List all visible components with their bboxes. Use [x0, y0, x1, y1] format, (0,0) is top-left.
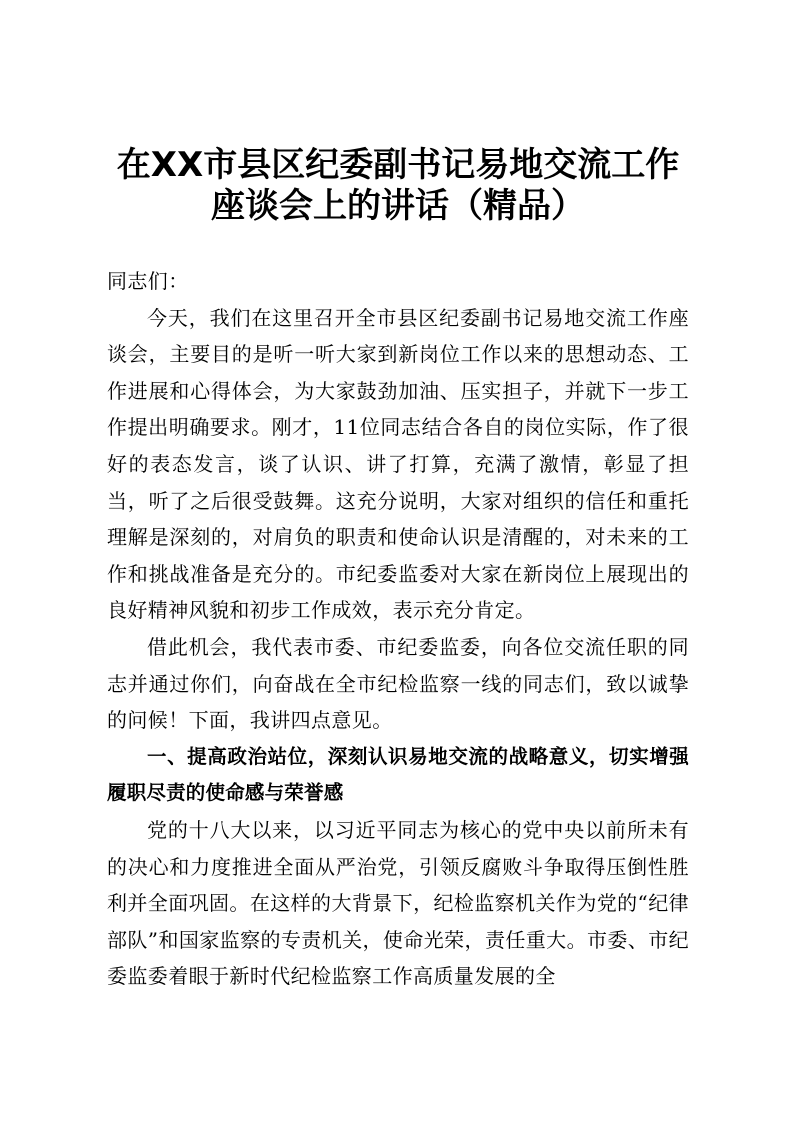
paragraph-greeting: 借此机会，我代表市委、市纪委监委，向各位交流任职的同志并通过你们，向奋战在全市纪检监察一线的同志们，致以诚挚的问候！下面，我讲四点意见。	[107, 634, 689, 733]
document-title	[107, 145, 689, 227]
section-1-paragraph: 党的十八大以来，以习近平同志为核心的党中央以前所未有的决心和力度推进全面从严治党，引领反腐败斗争取得压倒性胜利并全面巩固。在这样的大背景下，纪检监察机关作为党的“纪律部队”和国家监察的专责机关，使命光荣，责任重大。市委、市纪委监委着眼于新时代纪检监察工作高质量发展的全	[107, 817, 689, 989]
paragraph-opening: 今天，我们在这里召开全市县区纪委副书记易地交流工作座谈会，主要目的是听一听大家到新岗位工作以来的思想动态、工作进展和心得体会，为大家鼓劲加油、压实担子，并就下一步工作提出明确要求。刚才，11位同志结合各自的岗位实际，作了很好的表态发言，谈了认识、讲了打算，充满了激情，彰显了担当，听了之后很受鼓舞。这充分说明，大家对组织的信任和重托理解是深刻的，对肩负的职责和使命认识是清醒的，对未来的工作和挑战准备是充分的。市纪委监委对大家在新岗位上展现出的良好精神风貌和初步工作成效，表示充分肯定。	[107, 305, 689, 623]
salutation: 同志们：	[107, 269, 189, 293]
section-heading-1: 一、提高政治站位，深刻认识易地交流的战略意义，切实增强履职尽责的使命感与荣誉感	[107, 744, 689, 805]
document-body	[107, 263, 689, 995]
title-line-1: 在XX市县区纪委副书记易地交流工作	[116, 145, 680, 185]
title-line-2: 座谈会上的讲话（精品）	[211, 186, 585, 226]
